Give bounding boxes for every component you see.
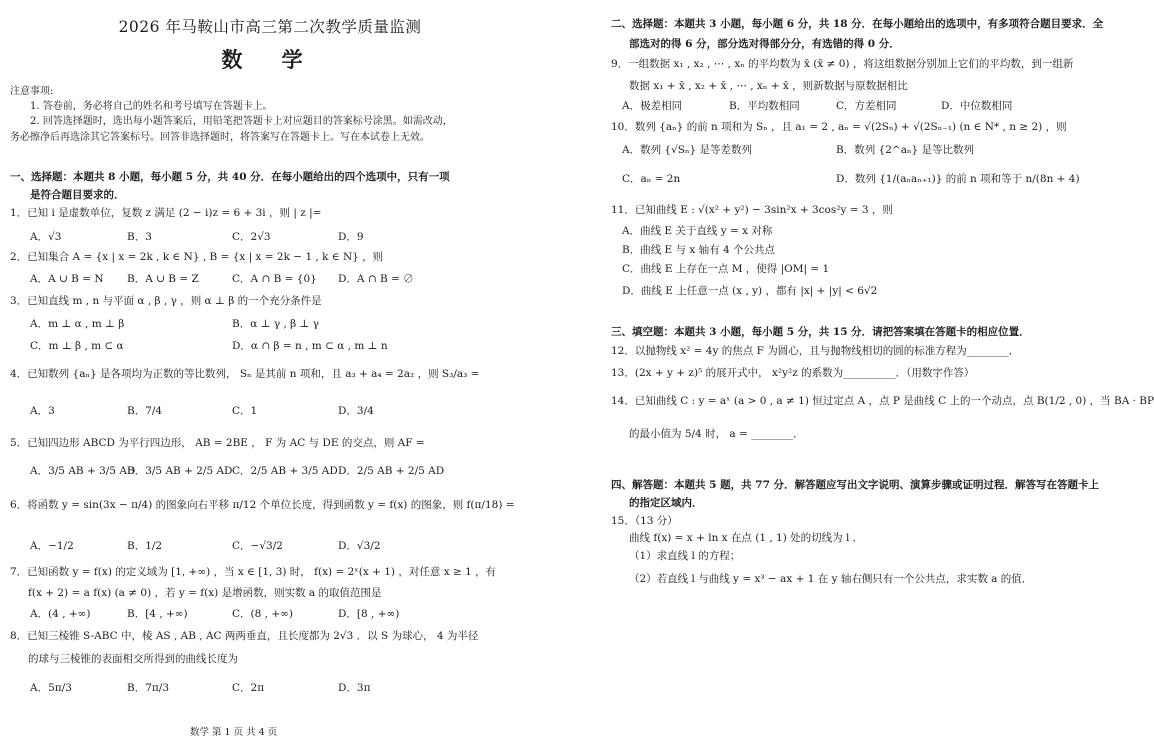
notes-item-2: 2. 回答选择题时，选出每小题答案后，用铅笔把答题卡上对应题目的答案标号涂黑。如需改动， — [30, 116, 453, 127]
section2-heading-cont: 部选对的得 6 分，部分选对得部分分，有选错的得 0 分． — [629, 38, 900, 50]
question-11-option-a: A．曲线 E 关于直线 y = x 对称 — [622, 225, 773, 237]
notes-item-3: 务必擦净后再选涂其它答案标号。回答非选择题时，将答案写在答题卡上。写在本试卷上无效。 — [10, 132, 430, 143]
question-3-option-a: A．m ⊥ α , m ⊥ β — [30, 318, 125, 330]
question-3-option-c: C．m ⊥ β , m ⊂ α — [30, 340, 124, 352]
question-11-option-b: B．曲线 E 与 x 轴有 4 个公共点 — [622, 244, 776, 256]
question-6-option-a: A．−1/2 — [30, 540, 74, 552]
question-9-option-a: A．极差相同 — [622, 100, 683, 112]
question-15-number: 15．（13 分） — [611, 515, 678, 527]
section1-heading: 一、选择题：本题共 8 小题，每小题 5 分，共 40 分．在每小题给出的四个选项中，只有一项 — [10, 171, 450, 183]
question-1-option-a: A．√3 — [30, 231, 62, 243]
question-7-stem-cont: f(x + 2) = a f(x) (a ≠ 0) ，若 y = f(x) 是增函数，则实数 a 的取值范围是 — [28, 587, 382, 599]
question-3-option-b: B．α ⊥ γ , β ⊥ γ — [232, 318, 320, 330]
question-7-stem: 7．已知函数 y = f(x) 的定义域为 [1, +∞) ，当 x ∈ [1, 3) 时， f(x) = 2ˣ(x + 1) ，对任意 x ≥ 1 ，有 — [10, 566, 497, 578]
question-8-stem-cont: 的球与三棱锥的表面相交所得到的曲线长度为 — [28, 653, 238, 665]
question-15-part-2: （2）若直线 l 与曲线 y = x³ − ax + 1 在 y 轴右侧只有一个公共点，求实数 a 的值． — [629, 573, 1033, 585]
question-9-option-b: B．平均数相同 — [729, 100, 800, 112]
question-8-option-d: D．3π — [338, 682, 371, 694]
notes-item-1: 1. 答卷前，务必将自己的姓名和考号填写在答题卡上。 — [30, 101, 273, 112]
question-11-stem: 11．已知曲线 E : √(x² + y²) − 3sin²x + 3cos²y = 3 ，则 — [611, 204, 893, 216]
question-2-option-b: B．A ∪ B = Z — [127, 273, 199, 285]
question-4-stem: 4．已知数列 {aₙ} 是各项均为正数的等比数列， Sₙ 是其前 n 项和，且 a₃ + a₄ = 2a₂ ，则 S₃/a₃ = — [10, 368, 480, 380]
question-6-option-c: C．−√3/2 — [232, 540, 283, 552]
question-5-option-a: A．3/5 AB + 3/5 AD — [30, 465, 136, 477]
question-9-option-d: D．中位数相同 — [941, 100, 1013, 112]
question-1-stem: 1．已知 i 是虚数单位，复数 z 满足 (2 − i)z = 6 + 3i ，则 | z |= — [10, 207, 322, 219]
question-7-option-b: B．[4 , +∞) — [127, 608, 188, 620]
question-15-part-1: （1）求直线 l 的方程； — [629, 550, 741, 562]
question-9-stem-cont: 数据 x₁ + x̄ , x₂ + x̄ , ⋯ , xₙ + x̄ ，则新数据与原数据相比 — [629, 80, 908, 92]
section2-heading: 二、选择题：本题共 3 小题，每小题 6 分，共 18 分．在每小题给出的选项中，有多项符合题目要求．全 — [611, 18, 1104, 30]
question-12-stem: 12．以抛物线 x² = 4y 的焦点 F 为圆心，且与抛物线相切的圆的标准方程为________． — [611, 345, 1020, 357]
question-8-option-c: C．2π — [232, 682, 265, 694]
question-4-option-a: A．3 — [30, 405, 55, 417]
question-6-option-d: D．√3/2 — [338, 540, 381, 552]
subject-title: 数 学 — [221, 47, 319, 72]
section4-heading: 四、解答题：本题共 5 题，共 77 分．解答题应写出文字说明、演算步骤或证明过程．解答写在答题卡上 — [611, 479, 1100, 491]
question-15-stem: 曲线 f(x) = x + ln x 在点 (1 , 1) 处的切线为 l ． — [629, 532, 864, 544]
question-5-stem: 5．已知四边形 ABCD 为平行四边形， AB = 2BE ， F 为 AC 与 DE 的交点，则 AF = — [10, 437, 425, 449]
question-10-stem: 10．数列 {aₙ} 的前 n 项和为 Sₙ ，且 a₁ = 2 , aₙ = √(2Sₙ) + √(2Sₙ₋₁) (n ∈ N* , n ≥ 2) ，则 — [611, 121, 1067, 133]
question-7-option-a: A．(4 , +∞) — [30, 608, 91, 620]
section3-heading: 三、填空题：本题共 3 小题，每小题 5 分，共 15 分．请把答案填在答题卡的相应位置． — [611, 326, 1030, 338]
section4-heading-cont: 的指定区域内． — [629, 497, 703, 509]
question-9-option-c: C．方差相同 — [836, 100, 897, 112]
question-3-stem: 3．已知直线 m , n 与平面 α , β , γ ，则 α ⊥ β 的一个充分条件是 — [10, 295, 322, 307]
question-1-option-d: D．9 — [338, 231, 364, 243]
notes-heading: 注意事项: — [10, 86, 54, 97]
question-3-option-d: D．α ∩ β = n , m ⊂ α , m ⊥ n — [232, 340, 388, 352]
question-10-option-b: B．数列 {2^aₙ} 是等比数列 — [836, 144, 975, 156]
question-2-option-a: A．A ∪ B = N — [30, 273, 104, 285]
exam-title: 2026 年马鞍山市高三第二次教学质量监测 — [118, 18, 422, 36]
question-9-stem: 9．一组数据 x₁ , x₂ , ⋯ , xₙ 的平均数为 x̄ (x̄ ≠ 0) ，将这组数据分别加上它们的平均数，到一组新 — [611, 58, 1074, 70]
question-1-option-c: C．2√3 — [232, 231, 271, 243]
page-footer: 数学 第 1 页 共 4 页 — [190, 727, 278, 738]
question-5-option-c: C．2/5 AB + 3/5 AD — [232, 465, 338, 477]
question-6-option-b: B．1/2 — [127, 540, 163, 552]
question-4-option-d: D．3/4 — [338, 405, 374, 417]
question-1-option-b: B．3 — [127, 231, 152, 243]
question-13-stem: 13．(2x + y + z)⁵ 的展开式中， x²y²z 的系数为__________．（用数字作答） — [611, 367, 975, 379]
question-2-option-c: C．A ∩ B = {0} — [232, 273, 317, 285]
question-2-option-d: D．A ∩ B = ∅ — [338, 273, 414, 285]
question-10-option-c: C．aₙ = 2n — [622, 173, 681, 185]
section1-heading-cont: 是符合题目要求的． — [30, 189, 125, 201]
question-14-stem: 14．已知曲线 C : y = aˣ (a > 0 , a ≠ 1) 恒过定点 A ，点 P 是曲线 C 上的一个动点，点 B(1/2 , 0) ，当 BA · BP — [611, 395, 1154, 407]
question-8-stem: 8．已知三棱锥 S-ABC 中，棱 AS , AB , AC 两两垂直，且长度都为 2√3 ．以 S 为球心， 4 为半径 — [10, 630, 479, 642]
question-8-option-b: B．7π/3 — [127, 682, 170, 694]
question-7-option-d: D．[8 , +∞) — [338, 608, 400, 620]
question-5-option-b: B．3/5 AB + 2/5 AD — [127, 465, 233, 477]
question-8-option-a: A．5π/3 — [30, 682, 72, 694]
question-14-stem-cont: 的最小值为 5/4 时， a = ________． — [629, 428, 804, 440]
question-6-stem: 6．将函数 y = sin(3x − π/4) 的图象向右平移 π/12 个单位长度，得到函数 y = f(x) 的图象，则 f(π/18) = — [10, 499, 515, 511]
question-4-option-c: C．1 — [232, 405, 258, 417]
question-5-option-d: D．2/5 AB + 2/5 AD — [338, 465, 445, 477]
question-11-option-d: D．曲线 E 上任意一点 (x , y) ，都有 |x| + |y| < 6√2 — [622, 285, 878, 297]
question-2-stem: 2．已知集合 A = {x | x = 2k , k ∈ N} , B = {x | x = 2k − 1 , k ∈ N} ，则 — [10, 251, 384, 263]
question-7-option-c: C．(8 , +∞) — [232, 608, 293, 620]
question-11-option-c: C．曲线 E 上存在一点 M ，使得 |OM| = 1 — [622, 263, 830, 275]
question-4-option-b: B．7/4 — [127, 405, 163, 417]
question-10-option-a: A．数列 {√Sₙ} 是等差数列 — [622, 144, 753, 156]
question-10-option-d: D．数列 {1/(aₙaₙ₊₁)} 的前 n 项和等于 n/(8n + 4) — [836, 173, 1080, 185]
